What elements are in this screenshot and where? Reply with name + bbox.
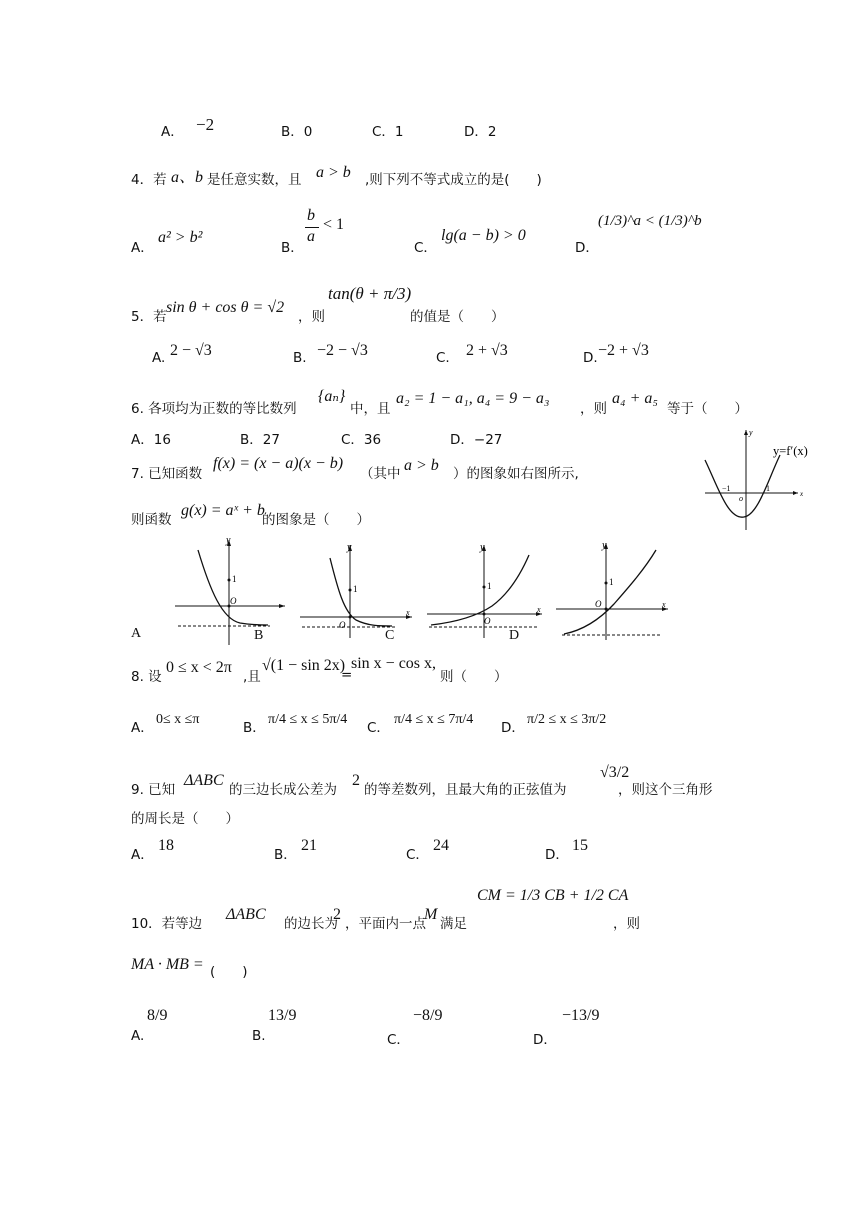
svg-text:O: O: [339, 620, 346, 630]
q7-stem: 7. 已知函数: [131, 466, 203, 482]
q10-option-a-label: A.: [131, 1028, 145, 1044]
q8-option-a-value: 0≤ x ≤π: [156, 712, 200, 727]
svg-text:y: y: [226, 535, 231, 546]
q9-tail: ，则这个三角形: [618, 782, 713, 798]
q7-tail: ）的图象如右图所示,: [453, 466, 579, 482]
svg-text:x: x: [537, 605, 541, 614]
q10-stem: 10．若等边: [131, 916, 203, 932]
svg-text:1: 1: [353, 584, 358, 594]
q9-mid1: 的三边长成公差为: [229, 782, 337, 798]
q5-option-b-label: B.: [293, 350, 307, 366]
q10-option-c-label: C．: [387, 1032, 410, 1048]
q7-option-a-label: A: [131, 626, 142, 641]
q6-option-d: D．−27: [450, 432, 503, 448]
q5-option-a-label: A.: [152, 350, 166, 366]
tick-minus-one: −1: [722, 484, 731, 493]
q10-option-b-value: 13/9: [268, 1007, 297, 1024]
q4-option-d-label: D．: [575, 240, 599, 256]
q6-then: ，则: [580, 401, 607, 417]
q5-expression: tan(θ + π/3): [328, 284, 412, 303]
q4-option-b-label: B．: [281, 240, 304, 256]
svg-text:O: O: [484, 616, 491, 626]
q8-option-d-label: D．: [501, 720, 525, 736]
q6-option-a: A．16: [131, 432, 171, 448]
q6-tail: 等于（ ）: [667, 401, 748, 417]
q5-option-c-value: 2 + √3: [466, 342, 508, 359]
svg-text:1: 1: [232, 574, 237, 584]
q10-tail: ，则: [613, 916, 640, 932]
q4-option-c-label: C．: [414, 240, 437, 256]
q10-mid3: 满足: [440, 916, 467, 932]
q10-point: M: [424, 906, 438, 923]
q10-option-a-value: 8/9: [147, 1007, 168, 1024]
q10-vector-eq: CM = 1/3 CB + 1/2 CA: [477, 887, 629, 904]
q7-option-b-label: B: [254, 628, 264, 643]
q10-option-d-value: −13/9: [562, 1007, 600, 1024]
q7-option-d-label: D: [509, 628, 520, 643]
x-axis-letter: x: [800, 490, 804, 498]
q9-option-c-value: 24: [433, 837, 449, 854]
q6-stem: 6. 各项均为正数的等比数列: [131, 401, 297, 417]
q8-option-b-value: π/4 ≤ x ≤ 5π/4: [268, 712, 348, 727]
q7-function: f(x) = (x − a)(x − b): [213, 455, 344, 472]
svg-text:1: 1: [487, 581, 492, 591]
q10-option-c-value: −8/9: [413, 1007, 443, 1024]
q7-option-d-graph[interactable]: [556, 538, 676, 642]
q9-option-b-label: B．: [274, 847, 297, 863]
q7-option-b-graph[interactable]: [300, 540, 418, 640]
q4-option-b-den: a: [307, 228, 315, 245]
q8-option-a-label: A．: [131, 720, 154, 736]
q4-option-a-label: A．: [131, 240, 154, 256]
q8-option-b-label: B．: [243, 720, 266, 736]
q10-line2-tail: ( ): [210, 964, 248, 980]
q6-condition: a₂ = 1 − a₁, a₄ = 9 − a₃: [396, 390, 550, 407]
svg-text:y: y: [480, 542, 485, 553]
q7-paren: （其中: [360, 466, 401, 482]
q7-option-c-graph[interactable]: [427, 540, 549, 640]
q5-option-d-label: D.: [583, 350, 598, 366]
svg-text:x: x: [662, 600, 666, 609]
tick-one: 1: [766, 484, 770, 493]
q4-option-d-math: (1/3)^a < (1/3)^b: [598, 213, 702, 229]
q7-option-c-label: C: [385, 628, 395, 643]
q9-sine-value: √3/2: [600, 764, 630, 781]
q10-mid1: 的边长为: [284, 916, 338, 932]
q6-expression: a₄ + a₅: [612, 390, 658, 407]
q3-option-b: B．0: [281, 124, 313, 140]
q5-then: ，则: [298, 309, 325, 325]
q8-option-d-value: π/2 ≤ x ≤ 3π/2: [527, 712, 607, 727]
q5-condition: sin θ + cos θ = √2: [166, 299, 285, 316]
q8-eq: =: [341, 667, 353, 683]
q9-option-d-label: D．: [545, 847, 569, 863]
q3-option-d: D．2: [464, 124, 497, 140]
q3-option-a-label: A．: [161, 124, 184, 140]
q8-condition: 0 ≤ x < 2π: [166, 659, 232, 676]
origin-o: o: [739, 494, 743, 503]
q4-stem: 4．若: [131, 172, 167, 188]
q5-option-a-value: 2 − √3: [170, 342, 212, 359]
q4-option-b-num: b: [307, 207, 315, 224]
q8-option-c-value: π/4 ≤ x ≤ 7π/4: [394, 712, 474, 727]
q10-option-b-label: B.: [252, 1028, 266, 1044]
svg-text:x: x: [406, 608, 410, 617]
q10-dot-product: MA · MB =: [131, 956, 204, 973]
q3-option-c: C．1: [372, 124, 404, 140]
q5-option-d-value: −2 + √3: [598, 342, 649, 359]
q9-option-b-value: 21: [301, 837, 317, 854]
q5-stem: 5．若: [131, 309, 167, 325]
q4-option-a-math: a² > b²: [158, 229, 203, 246]
q3-option-a-value: −2: [196, 115, 215, 134]
q9-mid2: 的等差数列，且最大角的正弦值为: [364, 782, 567, 798]
q4-option-c-math: lg(a − b) > 0: [441, 227, 526, 244]
q8-stem: 8. 设: [131, 669, 162, 685]
q4-option-b-rel: < 1: [323, 216, 345, 233]
q5-tail: 的值是（ ）: [410, 309, 505, 325]
q8-tail: 则（ ）: [440, 669, 508, 685]
svg-text:O: O: [595, 599, 602, 609]
q9-triangle: ΔABC: [184, 772, 224, 789]
q9-option-a-value: 18: [158, 837, 174, 854]
q7-line2-a: 则函数: [131, 512, 172, 528]
q4-text1: 是任意实数，且: [207, 172, 302, 188]
q7-option-a-graph[interactable]: [170, 535, 290, 647]
q9-stem: 9. 已知: [131, 782, 176, 798]
svg-text:y: y: [347, 542, 352, 553]
q10-option-d-label: D．: [533, 1032, 557, 1048]
q9-line2: 的周长是（ ）: [131, 811, 239, 827]
svg-text:O: O: [230, 596, 237, 606]
q5-option-c-label: C.: [436, 350, 450, 366]
q9-option-d-value: 15: [572, 837, 588, 854]
q9-difference: 2: [352, 772, 360, 789]
q8-lhs: √(1 − sin 2x): [262, 657, 346, 674]
q4-condition: a > b: [316, 164, 351, 181]
y-axis-letter: y: [749, 428, 753, 437]
q10-triangle: ΔABC: [226, 906, 266, 923]
q7-reference-graph-label: y=f′(x): [773, 444, 808, 458]
q10-mid2: ，平面内一点: [345, 916, 426, 932]
q9-option-c-label: C．: [406, 847, 429, 863]
q4-text2: ,则下列不等式成立的是( ): [365, 172, 542, 188]
q5-option-b-value: −2 − √3: [317, 342, 368, 359]
q6-mid: 中，且: [350, 401, 391, 417]
svg-text:y: y: [602, 540, 607, 551]
q4-vars: a、b: [171, 169, 204, 186]
q6-option-c: C．36: [341, 432, 382, 448]
q7-function-g: g(x) = aˣ + b: [181, 502, 265, 519]
q10-side: 2: [333, 906, 341, 923]
q8-option-c-label: C．: [367, 720, 390, 736]
q7-line2-b: 的图象是（ ）: [262, 512, 370, 528]
q6-option-b: B．27: [240, 432, 280, 448]
q8-rhs: sin x − cos x,: [351, 655, 437, 672]
q7-reference-graph: [700, 425, 830, 535]
q6-sequence: {aₙ}: [318, 388, 346, 405]
q7-condition: a > b: [404, 457, 439, 474]
q8-mid: ,且: [243, 669, 261, 685]
svg-text:1: 1: [609, 577, 614, 587]
q9-option-a-label: A．: [131, 847, 154, 863]
